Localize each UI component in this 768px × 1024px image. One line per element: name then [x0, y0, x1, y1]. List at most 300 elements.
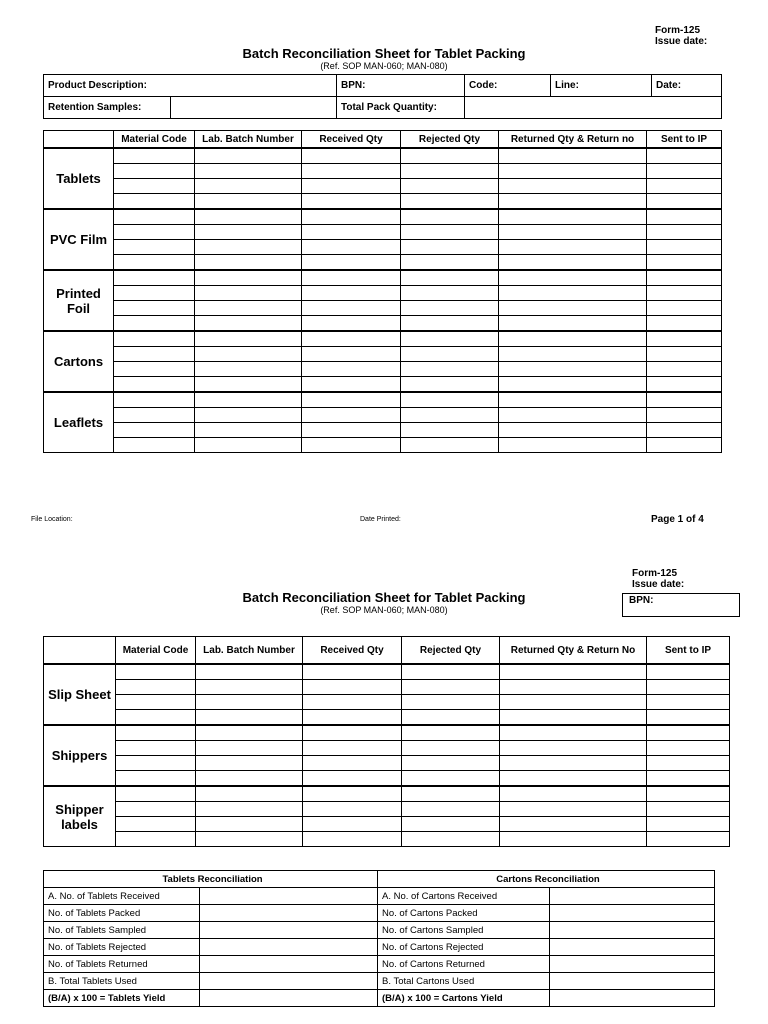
- table-row: [44, 347, 722, 362]
- entry-cell[interactable]: [500, 680, 647, 695]
- entry-cell[interactable]: [499, 148, 647, 164]
- issue-date-label: Issue date:: [655, 36, 708, 47]
- table-row: [44, 973, 715, 990]
- entry-cell[interactable]: [499, 301, 647, 316]
- entry-cell[interactable]: [499, 316, 647, 332]
- entry-cell[interactable]: [500, 741, 647, 756]
- entry-cell[interactable]: [499, 347, 647, 362]
- cartons-recon-value[interactable]: [550, 922, 715, 939]
- entry-cell[interactable]: [401, 209, 499, 225]
- entry-cell[interactable]: [195, 286, 302, 301]
- entry-cell[interactable]: [196, 817, 303, 832]
- cartons-recon-value[interactable]: [550, 973, 715, 990]
- entry-cell[interactable]: [303, 695, 402, 710]
- entry-cell[interactable]: [196, 710, 303, 726]
- entry-cell[interactable]: [116, 710, 196, 726]
- table-row: [44, 741, 730, 756]
- entry-cell[interactable]: [500, 786, 647, 802]
- entry-cell[interactable]: [500, 725, 647, 741]
- entry-cell[interactable]: [500, 817, 647, 832]
- col-lab-batch-number: Lab. Batch Number: [195, 131, 302, 149]
- table-row: [44, 888, 715, 905]
- entry-cell[interactable]: [195, 362, 302, 377]
- file-location-label: File Location:: [31, 516, 73, 523]
- entry-cell[interactable]: [647, 392, 722, 408]
- entry-cell[interactable]: [303, 771, 402, 787]
- sop-reference: (Ref. SOP MAN-060; MAN-080): [320, 61, 448, 71]
- entry-cell[interactable]: [116, 680, 196, 695]
- table-row: [44, 301, 722, 316]
- entry-cell[interactable]: [303, 680, 402, 695]
- table-row: [44, 362, 722, 377]
- entry-cell[interactable]: [195, 423, 302, 438]
- total-pack-quantity-label: Total Pack Quantity:: [337, 97, 465, 119]
- entry-cell[interactable]: [500, 832, 647, 847]
- group-label: Cartons: [44, 331, 114, 392]
- entry-cell[interactable]: [116, 664, 196, 680]
- entry-cell[interactable]: [647, 194, 722, 210]
- cartons-recon-value[interactable]: [550, 939, 715, 956]
- retention-samples-label: Retention Samples:: [44, 97, 171, 119]
- entry-cell[interactable]: [499, 240, 647, 255]
- entry-cell[interactable]: [647, 423, 722, 438]
- table-row: [44, 832, 730, 847]
- entry-cell[interactable]: [500, 710, 647, 726]
- cartons-recon-value[interactable]: [550, 888, 715, 905]
- entry-cell[interactable]: [302, 179, 401, 194]
- page-title: Batch Reconciliation Sheet for Tablet Packing: [242, 46, 526, 61]
- entry-cell[interactable]: [303, 725, 402, 741]
- entry-cell[interactable]: [401, 392, 499, 408]
- group-label: Leaflets: [44, 392, 114, 453]
- entry-cell[interactable]: [647, 695, 730, 710]
- entry-cell[interactable]: [499, 209, 647, 225]
- entry-cell[interactable]: [499, 255, 647, 271]
- col-returned-qty: Returned Qty & Return No: [500, 637, 647, 665]
- entry-cell[interactable]: [647, 408, 722, 423]
- entry-cell[interactable]: [116, 695, 196, 710]
- tablets-recon-label: B. Total Tablets Used: [44, 973, 200, 990]
- group-label: Tablets: [44, 148, 114, 209]
- table-row: [44, 316, 722, 332]
- entry-cell[interactable]: [302, 362, 401, 377]
- cartons-reconciliation-heading: Cartons Reconciliation: [378, 871, 715, 888]
- entry-cell[interactable]: [196, 832, 303, 847]
- entry-cell[interactable]: [647, 771, 730, 787]
- entry-cell[interactable]: [402, 695, 500, 710]
- entry-cell[interactable]: [499, 377, 647, 393]
- tablets-recon-label: A. No. of Tablets Received: [44, 888, 200, 905]
- entry-cell[interactable]: [401, 331, 499, 347]
- table-row: [44, 392, 722, 408]
- entry-cell[interactable]: [302, 225, 401, 240]
- table-row: [44, 377, 722, 393]
- entry-cell[interactable]: [401, 438, 499, 453]
- entry-cell[interactable]: [647, 680, 730, 695]
- entry-cell[interactable]: [114, 316, 195, 332]
- entry-cell[interactable]: [402, 771, 500, 787]
- entry-cell[interactable]: [114, 377, 195, 393]
- header-table: [43, 74, 722, 119]
- tablets-recon-value[interactable]: [200, 956, 378, 973]
- entry-cell[interactable]: [499, 331, 647, 347]
- bpn-field[interactable]: BPN:: [337, 75, 465, 97]
- col-sent-to-ip: Sent to IP: [647, 131, 722, 149]
- entry-cell[interactable]: [116, 741, 196, 756]
- entry-cell[interactable]: [499, 194, 647, 210]
- entry-cell[interactable]: [401, 301, 499, 316]
- line-field[interactable]: Line:: [551, 75, 652, 96]
- tablets-recon-label: No. of Tablets Packed: [44, 905, 200, 922]
- entry-cell[interactable]: [116, 725, 196, 741]
- entry-cell[interactable]: [499, 438, 647, 453]
- col-lab-batch-number: Lab. Batch Number: [196, 637, 303, 665]
- entry-cell[interactable]: [196, 664, 303, 680]
- entry-cell[interactable]: [401, 225, 499, 240]
- entry-cell[interactable]: [647, 225, 722, 240]
- col-rejected-qty: Rejected Qty: [401, 131, 499, 149]
- entry-cell[interactable]: [114, 209, 195, 225]
- entry-cell[interactable]: [401, 377, 499, 393]
- entry-cell[interactable]: [303, 786, 402, 802]
- entry-cell[interactable]: [499, 423, 647, 438]
- entry-cell[interactable]: [499, 286, 647, 301]
- entry-cell[interactable]: [499, 392, 647, 408]
- entry-cell[interactable]: [303, 832, 402, 847]
- entry-cell[interactable]: [195, 316, 302, 332]
- table-row: [44, 664, 730, 680]
- entry-cell[interactable]: [195, 255, 302, 271]
- entry-cell[interactable]: [401, 194, 499, 210]
- entry-cell[interactable]: [114, 240, 195, 255]
- entry-cell[interactable]: [401, 347, 499, 362]
- entry-cell[interactable]: [196, 741, 303, 756]
- entry-cell[interactable]: [402, 741, 500, 756]
- entry-cell[interactable]: [401, 408, 499, 423]
- table-row: [44, 225, 722, 240]
- entry-cell[interactable]: [116, 832, 196, 847]
- tablets-recon-value[interactable]: [200, 973, 378, 990]
- page-number: Page 1 of 4: [651, 514, 704, 525]
- entry-cell[interactable]: [114, 331, 195, 347]
- entry-cell[interactable]: [196, 786, 303, 802]
- materials-table-page1: [43, 130, 722, 453]
- entry-cell[interactable]: [499, 408, 647, 423]
- entry-cell[interactable]: [500, 664, 647, 680]
- entry-cell[interactable]: [114, 270, 195, 286]
- entry-cell[interactable]: [195, 148, 302, 164]
- table-row: [44, 680, 730, 695]
- entry-cell[interactable]: [195, 377, 302, 393]
- entry-cell[interactable]: [196, 756, 303, 771]
- entry-cell[interactable]: [647, 741, 730, 756]
- entry-cell[interactable]: [647, 756, 730, 771]
- entry-cell[interactable]: [500, 695, 647, 710]
- entry-cell[interactable]: [303, 802, 402, 817]
- entry-cell[interactable]: [647, 710, 730, 726]
- entry-cell[interactable]: [647, 347, 722, 362]
- group-header-blank: [44, 637, 116, 665]
- reconciliation-table: [43, 870, 715, 1007]
- entry-cell[interactable]: [402, 725, 500, 741]
- entry-cell[interactable]: [116, 817, 196, 832]
- cartons-recon-value[interactable]: [550, 956, 715, 973]
- entry-cell[interactable]: [647, 725, 730, 741]
- entry-cell[interactable]: [195, 209, 302, 225]
- entry-cell[interactable]: [402, 786, 500, 802]
- tablets-recon-value[interactable]: [200, 939, 378, 956]
- entry-cell[interactable]: [195, 164, 302, 179]
- table-row: [44, 725, 730, 741]
- entry-cell[interactable]: [499, 362, 647, 377]
- line-date-cell: [551, 75, 722, 97]
- entry-cell[interactable]: [302, 164, 401, 179]
- entry-cell[interactable]: [114, 194, 195, 210]
- entry-cell[interactable]: [114, 301, 195, 316]
- entry-cell[interactable]: [302, 438, 401, 453]
- issue-date-label-page2: Issue date:: [632, 579, 685, 590]
- entry-cell[interactable]: [647, 301, 722, 316]
- entry-cell[interactable]: [196, 680, 303, 695]
- entry-cell[interactable]: [195, 301, 302, 316]
- entry-cell[interactable]: [500, 802, 647, 817]
- table-row: [44, 179, 722, 194]
- entry-cell[interactable]: [195, 408, 302, 423]
- entry-cell[interactable]: [114, 148, 195, 164]
- col-sent-to-ip: Sent to IP: [647, 637, 730, 665]
- table-row: [44, 802, 730, 817]
- entry-cell[interactable]: [401, 164, 499, 179]
- table-row: [44, 331, 722, 347]
- group-label: Printed Foil: [44, 270, 114, 331]
- entry-cell[interactable]: [402, 664, 500, 680]
- entry-cell[interactable]: [647, 664, 730, 680]
- table-row: [44, 164, 722, 179]
- entry-cell[interactable]: [302, 148, 401, 164]
- page-title-page2: Batch Reconciliation Sheet for Tablet Packing: [242, 590, 526, 605]
- entry-cell[interactable]: [401, 255, 499, 271]
- table-row: [44, 240, 722, 255]
- entry-cell[interactable]: [499, 225, 647, 240]
- entry-cell[interactable]: [401, 270, 499, 286]
- entry-cell[interactable]: [499, 164, 647, 179]
- entry-cell[interactable]: [302, 194, 401, 210]
- tablets-reconciliation-heading: Tablets Reconciliation: [44, 871, 378, 888]
- form-number-page2: Form-125: [632, 568, 678, 579]
- entry-cell[interactable]: [303, 664, 402, 680]
- entry-cell[interactable]: [302, 209, 401, 225]
- table-row: [44, 771, 730, 787]
- date-field[interactable]: Date:: [656, 80, 682, 91]
- entry-cell[interactable]: [402, 756, 500, 771]
- entry-cell[interactable]: [402, 710, 500, 726]
- entry-cell[interactable]: [302, 301, 401, 316]
- entry-cell[interactable]: [402, 832, 500, 847]
- table-row: [44, 939, 715, 956]
- entry-cell[interactable]: [402, 802, 500, 817]
- entry-cell[interactable]: [302, 377, 401, 393]
- cartons-recon-value[interactable]: [550, 905, 715, 922]
- cartons-recon-value[interactable]: [550, 990, 715, 1007]
- entry-cell[interactable]: [114, 392, 195, 408]
- entry-cell[interactable]: [302, 286, 401, 301]
- group-label: Slip Sheet: [44, 664, 116, 725]
- group-header-blank: [44, 131, 114, 149]
- entry-cell[interactable]: [303, 741, 402, 756]
- entry-cell[interactable]: [401, 148, 499, 164]
- entry-cell[interactable]: [647, 209, 722, 225]
- entry-cell[interactable]: [401, 362, 499, 377]
- entry-cell[interactable]: [195, 270, 302, 286]
- entry-cell[interactable]: [302, 423, 401, 438]
- entry-cell[interactable]: [114, 164, 195, 179]
- entry-cell[interactable]: [401, 423, 499, 438]
- entry-cell[interactable]: [647, 331, 722, 347]
- cartons-recon-label: No. of Cartons Returned: [378, 956, 550, 973]
- table-row: [44, 922, 715, 939]
- entry-cell[interactable]: [302, 408, 401, 423]
- col-returned-qty: Returned Qty & Return no: [499, 131, 647, 149]
- cartons-recon-label: A. No. of Cartons Received: [378, 888, 550, 905]
- entry-cell[interactable]: [647, 786, 730, 802]
- entry-cell[interactable]: [116, 771, 196, 787]
- tablets-recon-label: No. of Tablets Sampled: [44, 922, 200, 939]
- entry-cell[interactable]: [647, 802, 730, 817]
- entry-cell[interactable]: [402, 680, 500, 695]
- entry-cell[interactable]: [114, 362, 195, 377]
- table-row: [44, 817, 730, 832]
- entry-cell[interactable]: [114, 286, 195, 301]
- tablets-recon-value[interactable]: [200, 905, 378, 922]
- group-label: PVC Film: [44, 209, 114, 270]
- group-label: Shippers: [44, 725, 116, 786]
- entry-cell[interactable]: [647, 164, 722, 179]
- entry-cell[interactable]: [647, 255, 722, 271]
- date-printed-label: Date Printed:: [360, 516, 401, 523]
- entry-cell[interactable]: [114, 225, 195, 240]
- entry-cell[interactable]: [647, 377, 722, 393]
- entry-cell[interactable]: [195, 240, 302, 255]
- entry-cell[interactable]: [114, 438, 195, 453]
- sop-reference-page2: (Ref. SOP MAN-060; MAN-080): [320, 605, 448, 615]
- entry-cell[interactable]: [402, 817, 500, 832]
- entry-cell[interactable]: [195, 392, 302, 408]
- tablets-recon-label: No. of Tablets Rejected: [44, 939, 200, 956]
- entry-cell[interactable]: [196, 802, 303, 817]
- code-field[interactable]: Code:: [465, 75, 551, 97]
- entry-cell[interactable]: [302, 255, 401, 271]
- entry-cell[interactable]: [647, 438, 722, 453]
- group-label: Shipper labels: [44, 786, 116, 847]
- cartons-recon-label: (B/A) x 100 = Cartons Yield: [378, 990, 550, 1007]
- entry-cell[interactable]: [500, 756, 647, 771]
- entry-cell[interactable]: [303, 756, 402, 771]
- entry-cell[interactable]: [196, 771, 303, 787]
- entry-cell[interactable]: [647, 316, 722, 332]
- entry-cell[interactable]: [647, 148, 722, 164]
- entry-cell[interactable]: [500, 771, 647, 787]
- tablets-recon-label: No. of Tablets Returned: [44, 956, 200, 973]
- table-row: [44, 990, 715, 1007]
- entry-cell[interactable]: [303, 817, 402, 832]
- entry-cell[interactable]: [195, 225, 302, 240]
- bpn-field-page2[interactable]: BPN:: [622, 593, 740, 617]
- entry-cell[interactable]: [195, 438, 302, 453]
- entry-cell[interactable]: [302, 270, 401, 286]
- col-received-qty: Received Qty: [302, 131, 401, 149]
- entry-cell[interactable]: [401, 286, 499, 301]
- product-description-field[interactable]: Product Description:: [44, 75, 337, 97]
- table-row: [44, 905, 715, 922]
- entry-cell[interactable]: [302, 240, 401, 255]
- entry-cell[interactable]: [401, 316, 499, 332]
- entry-cell[interactable]: [302, 347, 401, 362]
- entry-cell[interactable]: [302, 392, 401, 408]
- entry-cell[interactable]: [302, 316, 401, 332]
- entry-cell[interactable]: [401, 179, 499, 194]
- entry-cell[interactable]: [114, 179, 195, 194]
- col-material-code: Material Code: [114, 131, 195, 149]
- materials-table-page2: [43, 636, 730, 847]
- entry-cell[interactable]: [647, 179, 722, 194]
- entry-cell[interactable]: [195, 331, 302, 347]
- cartons-recon-label: No. of Cartons Rejected: [378, 939, 550, 956]
- entry-cell[interactable]: [401, 240, 499, 255]
- entry-cell[interactable]: [302, 331, 401, 347]
- tablets-recon-value[interactable]: [200, 922, 378, 939]
- col-received-qty: Received Qty: [303, 637, 402, 665]
- entry-cell[interactable]: [116, 786, 196, 802]
- entry-cell[interactable]: [647, 286, 722, 301]
- entry-cell[interactable]: [114, 408, 195, 423]
- entry-cell[interactable]: [114, 423, 195, 438]
- entry-cell[interactable]: [499, 179, 647, 194]
- entry-cell[interactable]: [195, 179, 302, 194]
- cartons-recon-label: No. of Cartons Sampled: [378, 922, 550, 939]
- entry-cell[interactable]: [195, 347, 302, 362]
- entry-cell[interactable]: [647, 270, 722, 286]
- tablets-recon-value[interactable]: [200, 888, 378, 905]
- entry-cell[interactable]: [647, 240, 722, 255]
- entry-cell[interactable]: [647, 832, 730, 847]
- entry-cell[interactable]: [195, 194, 302, 210]
- entry-cell[interactable]: [499, 270, 647, 286]
- table-row: [44, 710, 730, 726]
- table-row: [44, 786, 730, 802]
- form-number: Form-125: [655, 25, 701, 36]
- tablets-recon-value[interactable]: [200, 990, 378, 1007]
- total-pack-quantity-field[interactable]: [465, 97, 722, 119]
- entry-cell[interactable]: [647, 362, 722, 377]
- tablets-recon-label: (B/A) x 100 = Tablets Yield: [44, 990, 200, 1007]
- entry-cell[interactable]: [114, 347, 195, 362]
- entry-cell[interactable]: [114, 255, 195, 271]
- retention-samples-field[interactable]: [171, 97, 337, 119]
- table-row: [44, 286, 722, 301]
- entry-cell[interactable]: [647, 817, 730, 832]
- entry-cell[interactable]: [116, 756, 196, 771]
- table-row: [44, 194, 722, 210]
- entry-cell[interactable]: [196, 695, 303, 710]
- table-row: [44, 408, 722, 423]
- table-row: [44, 756, 730, 771]
- entry-cell[interactable]: [196, 725, 303, 741]
- cartons-recon-label: B. Total Cartons Used: [378, 973, 550, 990]
- entry-cell[interactable]: [303, 710, 402, 726]
- cartons-recon-label: No. of Cartons Packed: [378, 905, 550, 922]
- entry-cell[interactable]: [116, 802, 196, 817]
- table-row: [44, 438, 722, 453]
